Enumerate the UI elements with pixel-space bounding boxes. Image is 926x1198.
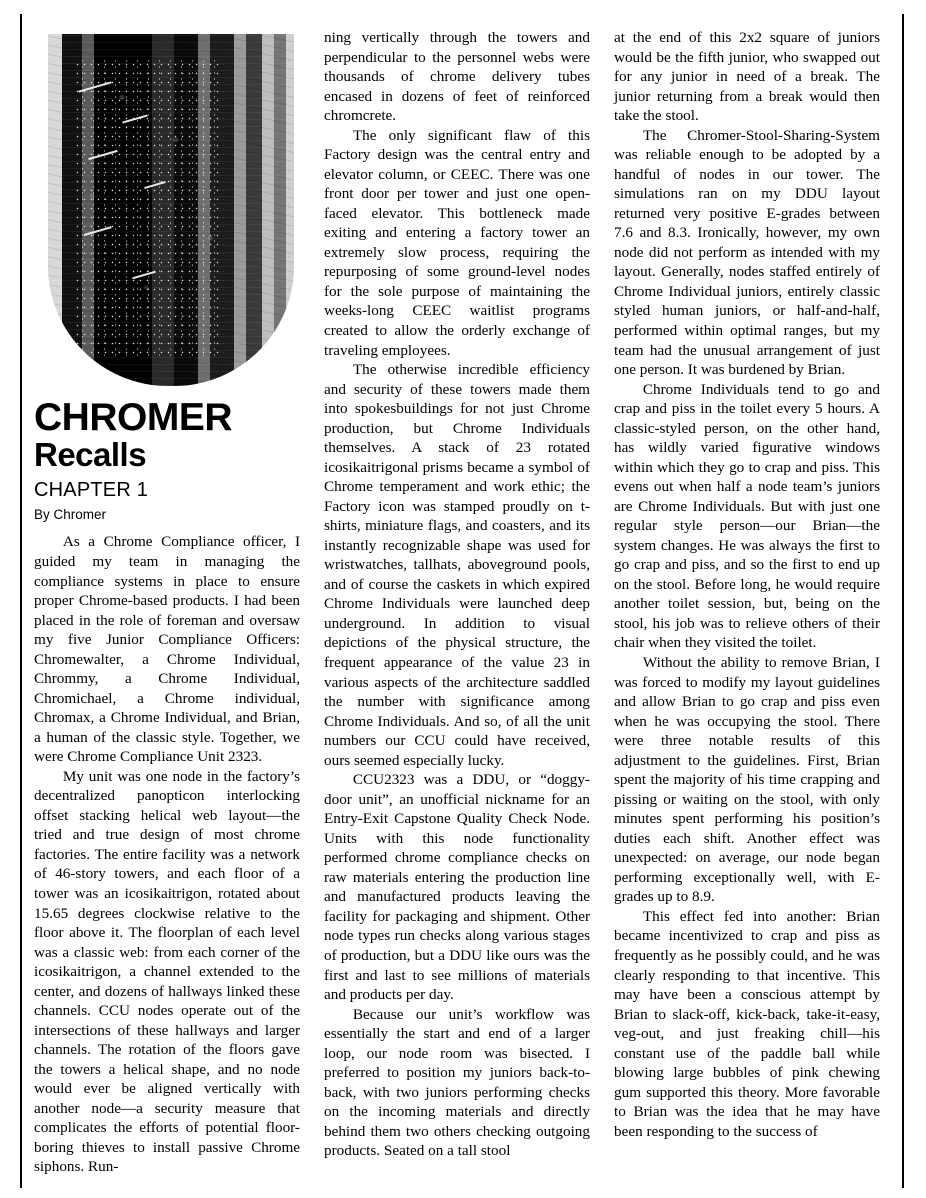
paragraph: CCU2323 was a DDU, or “doggy-door unit”, an unofficial nickname for an Entry-Exit Capstone Quality Check Node. Units with this node functionality performed chrome compliance checks on raw materials entering the production line and manufactured products leaving the facility for packaging and shipment. Other node types run checks along various stages of production, but a DDU like ours was the first and last to see millions of materials and products per day. [324,771,590,1004]
column-three [614,28,880,1188]
chrome-tower-illustration [34,28,300,388]
column-two [324,28,590,1188]
paragraph: My unit was one node in the factory’s decentralized panopticon interlocking offset stacking helical web layout—the tried and true design of most chrome factories. The entire facility was a network of 46-story towers, and each floor of a tower was an icosikaitrigon, rotated about 15.65 degrees clockwise relative to the floor above it. The floorplan of each level was a classic web: from each corner of the icosikaitrigon, a channel extended to the center, and dozens of hallways linked these channels. CCU nodes operate out of the intersections of these hallways and larger channels. The rotation of the floors gave the towers a helical shape, and no node would ever be aligned vertically with another node—a security measure that complicates the efforts of potential floor-boring thieves to install passive Chrome siphons. Run- [34,767,300,1176]
column-one [34,28,300,1188]
paragraph: Without the ability to remove Brian, I was forced to modify my layout guidelines and allow Brian to go crap and piss even when he was occupying the stool. There were three notable results of this adjustment to the guidelines. First, Brian spent the majority of his time crapping and pissing or waiting on the stool, with only minutes spent performing his position’s duties each shift. Another effect was unexpected: on average, our node began performing exceptionally well, with E-grades up to 8.9. [614,654,880,906]
chapter-label: CHAPTER 1 [34,479,149,502]
paragraph: ning vertically through the towers and perpendicular to the personnel webs were thousands of chrome delivery tubes encased in dozens of feet of reinforced chromcrete. [324,29,590,125]
paragraph: The Chromer-Stool-Sharing-System was reliable enough to be adopted by a handful of nodes in our tower. The simulations ran on my DDU layout returned very positive E-grades between 7.6 and 8.3. Ironically, however, my own node did not perform as intended with my layout. Generally, nodes staffed entirely of Chrome Individual juniors, entirely classic styled human juniors, or half-and-half, performed within optimal ranges, but my team had the unusual arrangement of just one person. It was burdened by Brian. [614,126,880,379]
paragraph: This effect fed into another: Brian became incentivized to crap and piss as frequently as he possibly could, and he was clearly responding to that incentive. This may have been a conscious attempt by Brian to slack-off, kick-back, take-it-easy, veg-out, and just freaking chill—his constant use of the paddle ball while blowing large bubbles of pink chewing gum supported this theory. More favorable to Brian was the idea that he may have been responding to the success of [614,907,880,1140]
paragraph: Chrome Individuals tend to go and crap and piss in the toilet every 5 hours. A classic-styled person, on the other hand, has wildly varied figurative windows within which they go to crap and piss. This evens out when half a node team’s juniors are Chrome Individuals. But with just one regular style person—our Brian—the system changes. He was always the first to go crap and piss, and so the first to end up on the stool. Before long, he would require another toilet session, but, being on the stool, his job was to relieve others of their chair when they visited the toilet. [614,380,880,652]
paragraph: Because our unit’s workflow was essentially the start and end of a larger loop, our node room was bisected. I preferred to position my juniors back-to-back, with two juniors performing checks on the incoming materials and directly behind them two others checking outgoing products. Seated on a tall stool [324,1005,590,1160]
paragraph: The otherwise incredible efficiency and security of these towers made them into spokesbuildings for not just Chrome production, but Chrome Individuals themselves. A stack of 23 rotated icosikaitrigonal prisms became a symbol of Chrome temperament and work ethic; the Factory icon was stamped proudly on t-shirts, miniature flags, and coasters, and its instantly recognizable shape was used for wristwatches, tallhats, aboveground pools, and of course the caskets in which expired Chrome Individuals were launched deep underground. In addition to visual depictions of the physical structure, the frequent appearance of the value 23 in various aspects of the architecture saddled the number with significance among Chrome Individuals. And so, of all the unit numbers our CCU could have received, ours seemed especially lucky. [324,361,590,769]
left-rule [20,14,22,1188]
article-columns [34,28,892,1188]
page-title-line1: CHROMER [34,396,232,439]
paragraph: at the end of this 2x2 square of juniors would be the fifth junior, who swapped out for any junior in need of a break. The junior returning from a break would then take the stool. [614,29,880,125]
page-title-line2: Recalls [34,435,147,473]
paragraph: As a Chrome Compliance officer, I guided my team in managing the compliance systems in place to ensure proper Chrome-based products. I had been placed in the role of foreman and oversaw my five Junior Compliance Officers: Chromewalter, a Chrome Individual, Chrommy, a Chrome Individual, Chromichael, a Chrome individual, Chromax, a Chrome Individual, and Brian, a human of the classic style. Together, we were Chrome Compliance Unit 2323. [34,533,300,766]
paragraph: The only significant flaw of this Factory design was the central entry and elevator column, or CEEC. There was one front door per tower and just one open-faced elevator. This bottleneck made exiting and entering a factory tower an extremely slow process, requiring the repurposing of some ground-level nodes for the sole purpose of maintaining the weeks-long CEEC waitlist programs created to allow the orderly exchange of traveling employees. [324,126,590,359]
byline: By Chromer [34,507,107,523]
right-rule [902,14,904,1188]
